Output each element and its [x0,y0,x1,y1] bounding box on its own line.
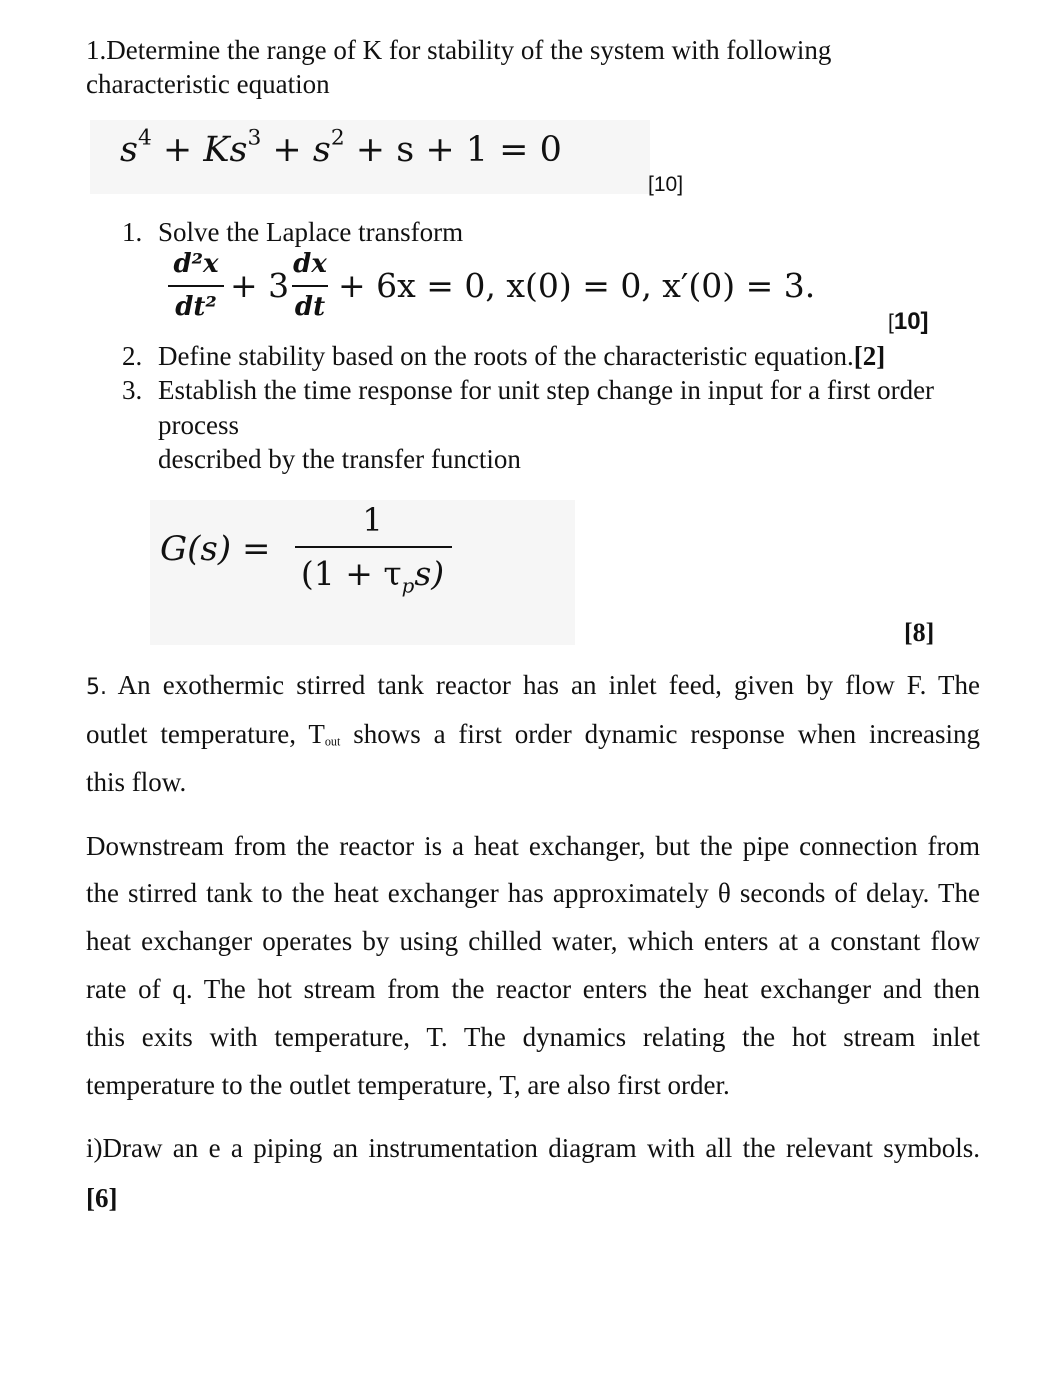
eq-power-4: 4 [137,125,152,151]
tf-numerator: 1 [362,501,383,539]
q5-p2-line6: temperature to the outlet temperature, T, are also first order. [86,1070,730,1100]
d2x-numerator: d²x [173,249,219,279]
eq-plus: + [261,130,313,170]
eq-s-cubed: s [229,130,248,170]
item3-line2: process [158,410,239,440]
item1-number: 1. [122,217,143,247]
item2-text [158,339,885,373]
eq-plus-k: + K [151,130,230,170]
q5-p1-line2 [86,717,980,751]
item1-marks-value: 10] [893,308,929,335]
item1-marks [888,308,929,336]
dx-numerator: dx [293,249,327,279]
fraction-line-2 [292,285,328,287]
q5-p2-line4: rate of q. The hot stream from the reactor enters the heat exchanger and then [86,974,980,1004]
tf-denominator [290,552,455,609]
q5-p1-line1-text: An exothermic stirred tank reactor has an inlet feed, given by flow F. The [117,670,981,700]
q5-p1-line2-a: outlet temperature, T [86,719,325,749]
q5-part-i-marks: [6] [86,1183,118,1213]
item2-text-body: Define stability based on the roots of the characteristic equation. [158,341,854,371]
q5-tout-subscript: out [324,734,341,749]
q1-characteristic-equation [120,125,562,172]
q5-p1-line3: this flow. [86,767,187,797]
tf-den-close: s) [414,554,445,593]
q5-p2-line3: heat exchanger operates by using chilled water, which enters at a constant flow [86,926,980,956]
item2-marks: [2] [853,341,886,371]
d2x-denominator: dt² [175,292,217,322]
q1-heading-line2: characteristic equation [86,69,330,99]
q5-number: 5. [86,675,107,700]
eq-s-squared: s [312,130,331,170]
item3-marks: [8] [904,618,935,647]
laplace-ode [158,248,878,328]
gs-label [160,528,270,570]
plus-three: + 3 [230,266,290,305]
q5-p2-line2: the stirred tank to the heat exchanger has approximately θ seconds of delay. The [86,878,980,908]
eq-power-2: 2 [330,125,345,151]
item3-line3: described by the transfer function [158,444,521,474]
eq-rest: + s + 1 = 0 [344,130,562,170]
ode-rest: + 6x = 0, x(0) = 0, x′(0) = 3. [338,266,816,305]
q5-p1-line1 [86,668,980,705]
q5-part-i: i)Draw an e a piping an instrumentation diagram with all the relevant symbols. [86,1133,980,1163]
gs-text: G(s) = [160,529,271,569]
tf-den-sub: p [401,574,415,598]
q1-marks: [10] [648,173,684,196]
q5-p2-line5: this exits with temperature, T. The dynamics relating the hot stream inlet [86,1022,980,1052]
tf-fraction-line [295,546,452,548]
fraction-line-1 [168,285,224,287]
tf-den-open: (1 + τ [300,554,402,593]
item1-marks-open: [ [888,311,894,334]
eq-s: s [120,130,138,170]
q5-p1-line2-b: shows a first order dynamic response when increasing [340,719,980,749]
item2-number: 2. [122,341,143,371]
eq-power-3: 3 [247,125,262,151]
q1-heading-line1: 1.Determine the range of K for stability of the system with following [86,35,832,65]
q5-p2-line1: Downstream from the reactor is a heat exchanger, but the pipe connection from [86,831,980,861]
transfer-function [150,500,575,645]
dx-denominator: dt [294,292,326,322]
item3-number: 3. [122,375,143,405]
item1-text: Solve the Laplace transform [158,217,464,247]
item3-line1: Establish the time response for unit step change in input for a first order [158,375,935,405]
